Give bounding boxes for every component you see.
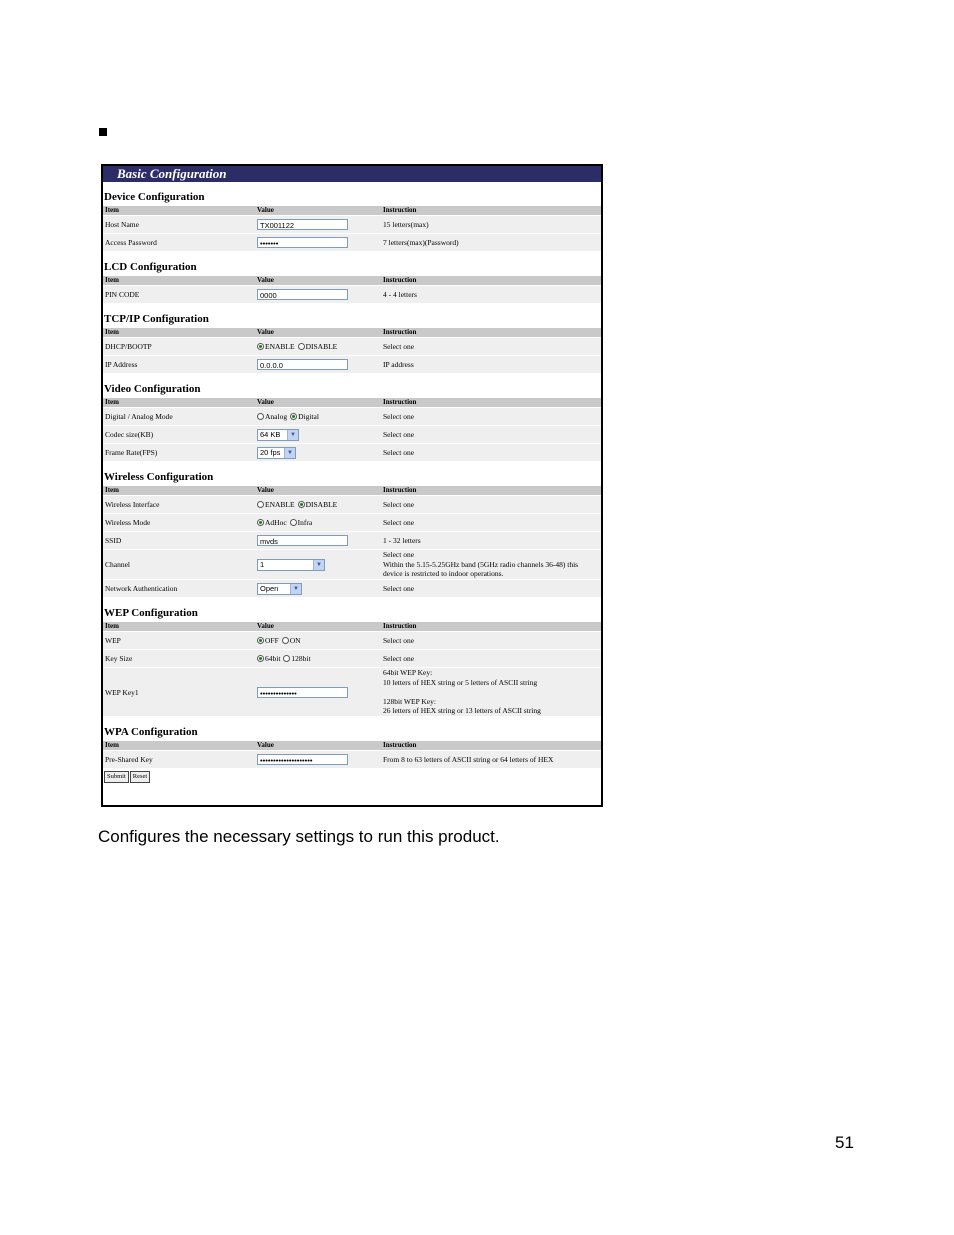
column-header-item: Item — [105, 276, 119, 284]
row-value-cell — [255, 751, 381, 768]
column-header-value: Value — [257, 206, 274, 214]
row-instruction — [381, 338, 601, 355]
table-row — [103, 495, 601, 513]
radio-group — [257, 654, 314, 664]
row-instruction — [381, 356, 601, 373]
radio-label: ON — [289, 636, 301, 646]
table-row — [103, 513, 601, 531]
instruction-line: 26 letters of HEX string or 13 letters of ASCII string — [383, 706, 541, 716]
instruction-line: Select one — [383, 550, 415, 560]
instruction-line: Select one — [383, 447, 415, 457]
select-value: 20 fps — [260, 447, 281, 457]
radio-button[interactable] — [290, 519, 297, 526]
column-header-item: Item — [105, 398, 119, 406]
column-header-value: Value — [257, 486, 274, 494]
table-row — [103, 631, 601, 649]
row-instruction — [381, 632, 601, 649]
table-row — [103, 407, 601, 425]
column-header-item: Item — [105, 206, 119, 214]
table-row — [103, 443, 601, 461]
radio-label: ENABLE — [265, 342, 295, 352]
row-value-cell — [255, 338, 381, 355]
row-value-cell — [255, 650, 381, 667]
table-row — [103, 579, 601, 597]
column-header-value: Value — [257, 622, 274, 630]
instruction-line: 10 letters of HEX string or 5 letters of ASCII string — [383, 677, 538, 687]
row-value-cell — [255, 426, 381, 443]
window-title: Basic Configuration — [103, 166, 601, 182]
row-instruction — [381, 514, 601, 531]
chevron-down-icon[interactable]: ▼ — [290, 584, 301, 594]
row-value-cell — [255, 286, 381, 303]
instruction-line: 7 letters(max)(Password) — [383, 237, 459, 247]
instruction-line: 15 letters(max) — [383, 219, 429, 229]
row-item-label: Codec size(KB) — [105, 430, 154, 439]
column-header-value: Value — [257, 741, 274, 749]
section-title: WEP Configuration — [104, 607, 198, 619]
radio-label: 64bit — [265, 654, 281, 664]
text-input[interactable]: 0.0.0.0 — [257, 359, 348, 370]
table-row — [103, 649, 601, 667]
table-row — [103, 233, 601, 251]
chevron-down-icon[interactable]: ▼ — [284, 448, 295, 458]
instruction-line: IP address — [383, 359, 414, 369]
column-header-value: Value — [257, 328, 274, 336]
row-value-cell — [255, 444, 381, 461]
row-item-label: PIN CODE — [105, 290, 140, 299]
row-item-label: Host Name — [105, 220, 139, 229]
radio-group — [257, 636, 304, 646]
radio-button[interactable] — [298, 343, 305, 350]
select-dropdown[interactable] — [257, 583, 302, 595]
row-value-cell — [255, 532, 381, 549]
table-row — [103, 750, 601, 768]
row-item-label: Channel — [105, 560, 130, 569]
radio-button[interactable] — [282, 637, 289, 644]
row-instruction — [381, 426, 601, 443]
section-title: LCD Configuration — [104, 261, 197, 273]
instruction-line: Select one — [383, 653, 415, 663]
radio-label: AdHoc — [265, 518, 287, 528]
radio-button[interactable] — [290, 413, 297, 420]
row-item-label: WEP Key1 — [105, 687, 139, 697]
row-item-label: Key Size — [105, 654, 133, 663]
table-row — [103, 425, 601, 443]
section-title: TCP/IP Configuration — [104, 313, 209, 325]
row-value-cell — [255, 216, 381, 233]
select-dropdown[interactable] — [257, 559, 325, 571]
table-header — [103, 327, 601, 337]
radio-group — [257, 518, 315, 528]
column-header-instruction: Instruction — [383, 328, 417, 336]
text-input[interactable]: •••••••••••••••••••• — [257, 754, 348, 765]
column-header-instruction: Instruction — [383, 206, 417, 214]
row-instruction — [381, 286, 601, 303]
reset-button[interactable]: Reset — [130, 771, 150, 783]
row-instruction — [381, 532, 601, 549]
row-item-label: Wireless Interface — [105, 500, 160, 509]
instruction-line: Select one — [383, 583, 415, 593]
row-value-cell — [255, 496, 381, 513]
table-row — [103, 215, 601, 233]
radio-label: Digital — [298, 412, 319, 422]
instruction-line: 1 - 32 letters — [383, 535, 421, 545]
column-header-instruction: Instruction — [383, 398, 417, 406]
text-input[interactable]: ••••••• — [257, 237, 348, 248]
radio-label: ENABLE — [265, 500, 295, 510]
row-value-cell — [255, 234, 381, 251]
row-item-label: WEP — [105, 636, 121, 645]
instruction-line: 64bit WEP Key: — [383, 668, 433, 678]
row-value-cell — [255, 514, 381, 531]
radio-label: 128bit — [291, 654, 311, 664]
row-instruction — [381, 550, 601, 579]
table-header — [103, 205, 601, 215]
column-header-item: Item — [105, 622, 119, 630]
radio-button[interactable] — [298, 501, 305, 508]
instruction-line: Within the 5.15-5.25GHz band (5GHz radio channels 36-48) this — [383, 559, 579, 569]
config-sections — [103, 190, 601, 768]
column-header-item: Item — [105, 486, 119, 494]
basic-configuration-screenshot — [101, 164, 603, 807]
column-header-instruction: Instruction — [383, 741, 417, 749]
radio-button[interactable] — [257, 413, 264, 420]
table-row — [103, 531, 601, 549]
row-instruction — [381, 650, 601, 667]
section-title: WPA Configuration — [104, 726, 198, 738]
table-row — [103, 285, 601, 303]
instruction-line: Select one — [383, 411, 415, 421]
text-input[interactable]: 0000 — [257, 289, 348, 300]
row-item-label: Access Password — [105, 238, 157, 247]
row-instruction — [381, 496, 601, 513]
column-header-instruction: Instruction — [383, 622, 417, 630]
text-input[interactable]: •••••••••••••• — [257, 687, 348, 698]
row-instruction — [381, 216, 601, 233]
instruction-line: device is restricted to indoor operations. — [383, 569, 504, 579]
radio-button[interactable] — [257, 637, 264, 644]
radio-button[interactable] — [257, 519, 264, 526]
column-header-instruction: Instruction — [383, 276, 417, 284]
text-input[interactable]: TX001122 — [257, 219, 348, 230]
radio-button[interactable] — [257, 655, 264, 662]
row-item-label: Digital / Analog Mode — [105, 412, 173, 421]
row-instruction — [381, 668, 601, 716]
radio-label: Infra — [297, 518, 313, 528]
row-item-label: DHCP/BOOTP — [105, 342, 152, 351]
radio-label: DISABLE — [305, 342, 338, 352]
row-item-label: IP Address — [105, 360, 138, 369]
form-buttons — [103, 771, 601, 783]
table-row — [103, 667, 601, 716]
column-header-value: Value — [257, 398, 274, 406]
page-number: 51 — [835, 1133, 854, 1152]
row-value-cell — [255, 580, 381, 597]
select-value: 1 — [260, 559, 265, 569]
instruction-line: Select one — [383, 517, 415, 527]
instruction-line — [383, 687, 601, 697]
row-instruction — [381, 444, 601, 461]
select-value: Open — [260, 583, 279, 593]
radio-group — [257, 500, 340, 510]
radio-label: Analog — [265, 412, 288, 422]
select-dropdown[interactable] — [257, 429, 299, 441]
row-item-label: Wireless Mode — [105, 518, 151, 527]
text-input[interactable]: mvds — [257, 535, 348, 546]
row-value-cell — [255, 408, 381, 425]
bullet-marker — [99, 128, 107, 136]
instruction-line: 4 - 4 letters — [383, 289, 417, 299]
caption: Configures the necessary settings to run this product. — [98, 827, 500, 846]
radio-label: OFF — [265, 636, 279, 646]
column-header-item: Item — [105, 741, 119, 749]
section-title: Video Configuration — [104, 383, 201, 395]
table-header — [103, 275, 601, 285]
radio-group — [257, 342, 340, 352]
row-value-cell — [255, 356, 381, 373]
column-header-instruction: Instruction — [383, 486, 417, 494]
row-item-label: Pre-Shared Key — [105, 755, 153, 764]
radio-button[interactable] — [257, 501, 264, 508]
instruction-line: From 8 to 63 letters of ASCII string or 64 letters of HEX — [383, 754, 554, 764]
row-item-label: Frame Rate(FPS) — [105, 448, 158, 457]
instruction-line: 128bit WEP Key: — [383, 696, 436, 706]
radio-button[interactable] — [283, 655, 290, 662]
instruction-line: Select one — [383, 341, 415, 351]
instruction-line: Select one — [383, 429, 415, 439]
radio-label: DISABLE — [305, 500, 338, 510]
row-value-cell — [255, 632, 381, 649]
table-header — [103, 397, 601, 407]
column-header-value: Value — [257, 276, 274, 284]
table-row — [103, 337, 601, 355]
chevron-down-icon[interactable]: ▼ — [287, 430, 298, 440]
table-row — [103, 355, 601, 373]
column-header-item: Item — [105, 328, 119, 336]
row-value-cell — [255, 668, 381, 716]
radio-group — [257, 412, 322, 422]
chevron-down-icon[interactable]: ▼ — [313, 560, 324, 570]
row-instruction — [381, 234, 601, 251]
instruction-line: Select one — [383, 499, 415, 509]
table-header — [103, 485, 601, 495]
row-instruction — [381, 580, 601, 597]
select-dropdown[interactable] — [257, 447, 296, 459]
section-title: Wireless Configuration — [104, 471, 214, 483]
select-value: 64 KB — [260, 429, 281, 439]
table-header — [103, 621, 601, 631]
table-row — [103, 549, 601, 579]
row-item-label: Network Authentication — [105, 584, 178, 593]
row-instruction — [381, 408, 601, 425]
table-header — [103, 740, 601, 750]
instruction-line: Select one — [383, 635, 415, 645]
section-title: Device Configuration — [104, 191, 205, 203]
row-item-label: SSID — [105, 536, 122, 545]
row-instruction — [381, 751, 601, 768]
submit-button[interactable]: Submit — [104, 771, 129, 783]
row-value-cell — [255, 550, 381, 579]
radio-button[interactable] — [257, 343, 264, 350]
